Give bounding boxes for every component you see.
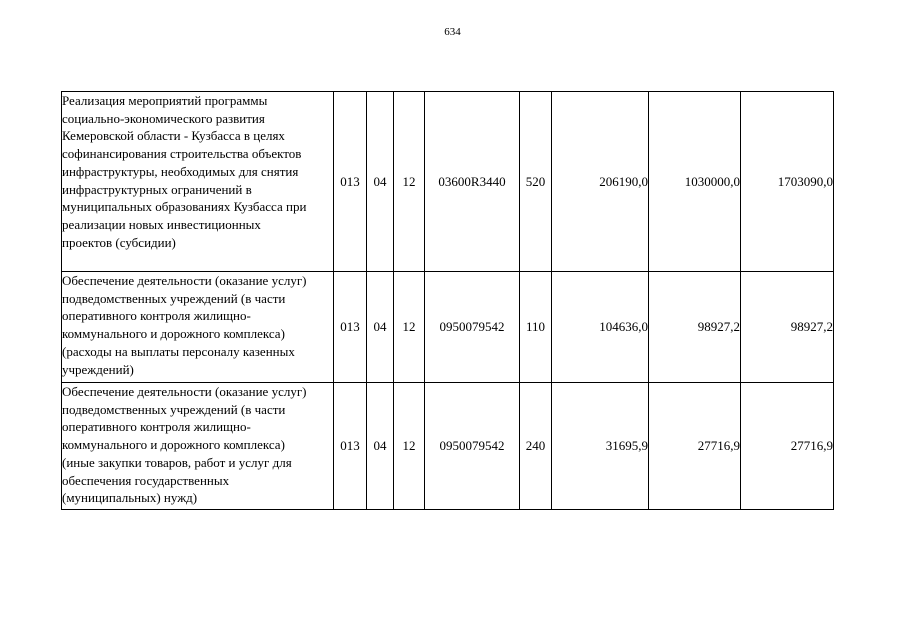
subsection-code-cell: 12 (394, 383, 425, 510)
description-line: муниципальных образованиях Кузбасса при (62, 199, 307, 215)
description-line: (иные закупки товаров, работ и услуг для (62, 454, 292, 470)
subsection-code-cell: 12 (394, 272, 425, 383)
description-line: инфраструктурных ограничений в (62, 181, 252, 197)
amount-cell-1: 206190,0 (552, 92, 649, 272)
target-article-cell: 0950079542 (425, 272, 520, 383)
section-code-cell: 04 (367, 383, 394, 510)
ministry-code-cell: 013 (334, 383, 367, 510)
description-line: инфраструктуры, необходимых для снятия (62, 163, 299, 179)
amount-cell-3: 98927,2 (741, 272, 834, 383)
expense-type-cell: 240 (520, 383, 552, 510)
description-line: Обеспечение деятельности (оказание услуг) (62, 273, 307, 288)
amount-cell-2: 27716,9 (649, 383, 741, 510)
budget-table (61, 91, 834, 510)
description-line: Кемеровской области - Кузбасса в целях (62, 128, 285, 144)
description-line: коммунального и дорожного комплекса) (62, 326, 285, 342)
page-number: 634 (444, 26, 461, 38)
description-line: подведомственных учреждений (в части (62, 290, 286, 306)
table-row (62, 272, 834, 383)
table-row (62, 383, 834, 510)
description-line: коммунального и дорожного комплекса) (62, 437, 285, 453)
row-description (62, 92, 334, 272)
amount-cell-1: 31695,9 (552, 383, 649, 510)
description-line: Реализация мероприятий программы (62, 93, 268, 108)
section-code-cell: 04 (367, 92, 394, 272)
table-row (62, 92, 834, 272)
description-line: проектов (субсидии) (62, 234, 176, 250)
ministry-code-cell: 013 (334, 92, 367, 272)
amount-cell-2: 98927,2 (649, 272, 741, 383)
section-code-cell: 04 (367, 272, 394, 383)
description-line: (муниципальных) нужд) (62, 490, 198, 506)
target-article-cell: 0950079542 (425, 383, 520, 510)
target-article-cell: 03600R3440 (425, 92, 520, 272)
ministry-code-cell: 013 (334, 272, 367, 383)
description-line: обеспечения государственных (62, 472, 230, 488)
row-description (62, 383, 334, 510)
amount-cell-1: 104636,0 (552, 272, 649, 383)
description-line: подведомственных учреждений (в части (62, 401, 286, 417)
amount-cell-3: 27716,9 (741, 383, 834, 510)
expense-type-cell: 520 (520, 92, 552, 272)
amount-cell-2: 1030000,0 (649, 92, 741, 272)
description-line: реализации новых инвестиционных (62, 216, 261, 232)
description-line: оперативного контроля жилищно- (62, 419, 251, 435)
row-description (62, 272, 334, 383)
expense-type-cell: 110 (520, 272, 552, 383)
description-line: Обеспечение деятельности (оказание услуг) (62, 384, 307, 399)
description-line: софинансирования строительства объектов (62, 146, 302, 162)
description-line: оперативного контроля жилищно- (62, 308, 251, 324)
description-line: (расходы на выплаты персоналу казенных (62, 343, 295, 359)
description-line: социально-экономического развития (62, 110, 265, 126)
table-body (62, 92, 834, 510)
description-line: учреждений) (62, 361, 134, 377)
subsection-code-cell: 12 (394, 92, 425, 272)
amount-cell-3: 1703090,0 (741, 92, 834, 272)
